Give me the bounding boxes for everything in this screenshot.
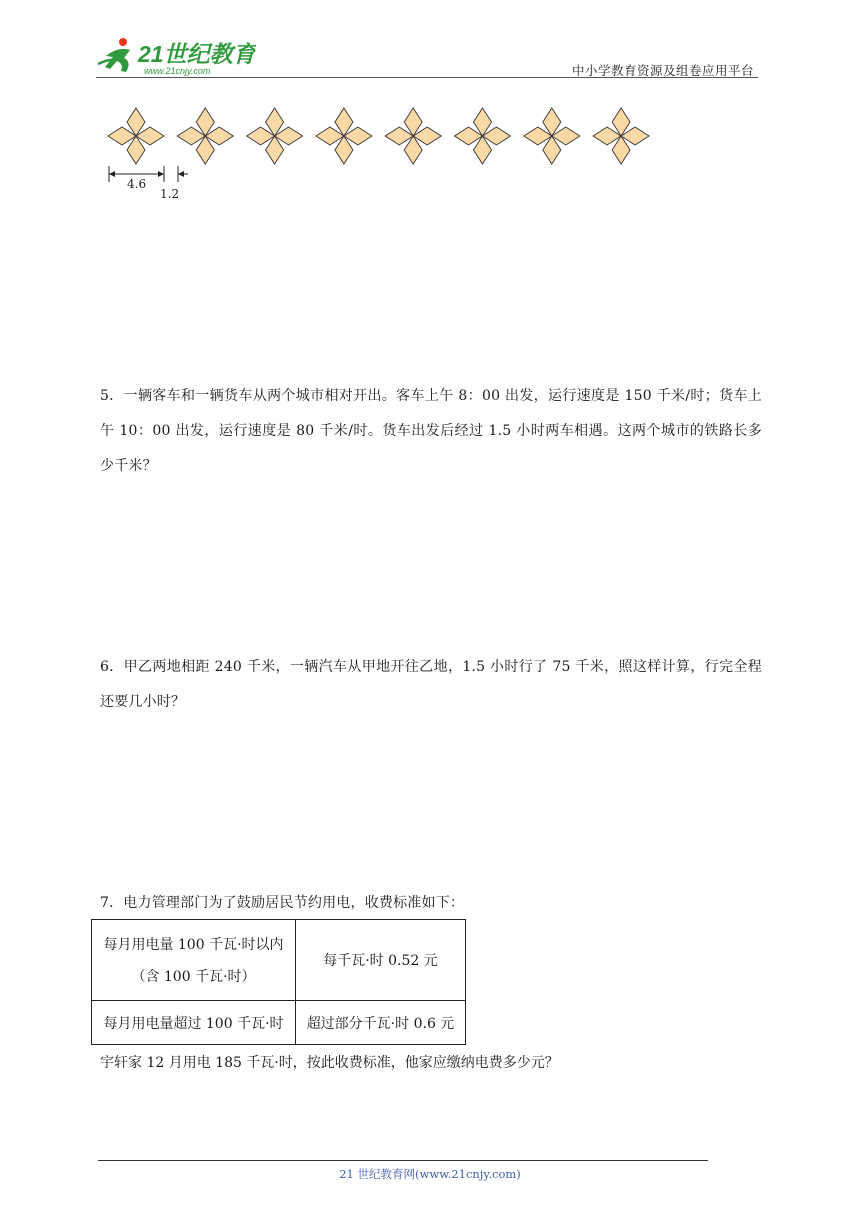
row2-price: 超过部分千瓦·时 0.6 元 xyxy=(296,1001,466,1045)
question-7-question: 宇轩家 12 月用电 185 千瓦·时，按此收费标准，他家应缴纳电费多少元？ xyxy=(100,1055,559,1071)
flower-shape xyxy=(177,108,233,164)
flower-pattern-figure xyxy=(100,100,660,204)
flower-shape xyxy=(593,108,649,164)
footer-divider xyxy=(98,1160,708,1161)
header-divider xyxy=(96,77,758,78)
question-7-intro: 7．电力管理部门为了鼓励居民节约用电，收费标准如下： xyxy=(100,895,465,911)
table-cell xyxy=(92,920,296,1001)
logo-url: www.21cnjy.com xyxy=(144,66,211,76)
dimension-gap-label: 1.2 xyxy=(160,187,180,201)
row1-price: 每千瓦·时 0.52 元 xyxy=(296,920,466,1001)
table-row xyxy=(92,920,466,1001)
flower-shape xyxy=(524,108,580,164)
table-row xyxy=(92,1001,466,1045)
question-5: 5．一辆客车和一辆货车从两个城市相对开出。客车上午 8：00 出发，运行速度是 150 千米/时；货车上午 10：00 出发，运行速度是 80 千米/时。货车出发后经过 1.5 小时两车相遇。这两个城市的铁路长多少千米？ xyxy=(100,388,762,474)
question-6: 6．甲乙两地相距 240 千米，一辆汽车从甲地开往乙地，1.5 小时行了 75 千米，照这样计算，行完全程还要几小时？ xyxy=(100,659,762,710)
footer-text: 21 世纪教育网(www.21cnjy.com) xyxy=(339,1167,521,1181)
dimension-gap xyxy=(178,166,188,182)
logo-text: 21世纪教育 xyxy=(138,41,256,67)
dimension-width-label: 4.6 xyxy=(127,177,147,191)
flower-shape xyxy=(247,108,303,164)
fee-standard-table xyxy=(91,919,466,1045)
row2-condition: 每月用电量超过 100 千瓦·时 xyxy=(92,1001,296,1045)
runner-icon xyxy=(98,38,130,72)
row1-condition-line1: 每月用电量 100 千瓦·时以内 xyxy=(103,937,284,953)
site-logo xyxy=(96,34,256,78)
header-slogan: 中小学教育资源及组卷应用平台 xyxy=(571,63,754,78)
flower-shape xyxy=(316,108,372,164)
flower-shape xyxy=(385,108,441,164)
flower-shape xyxy=(455,108,511,164)
flower-shape xyxy=(108,108,164,164)
row1-condition-line2: （含 100 千瓦·时） xyxy=(131,969,256,985)
